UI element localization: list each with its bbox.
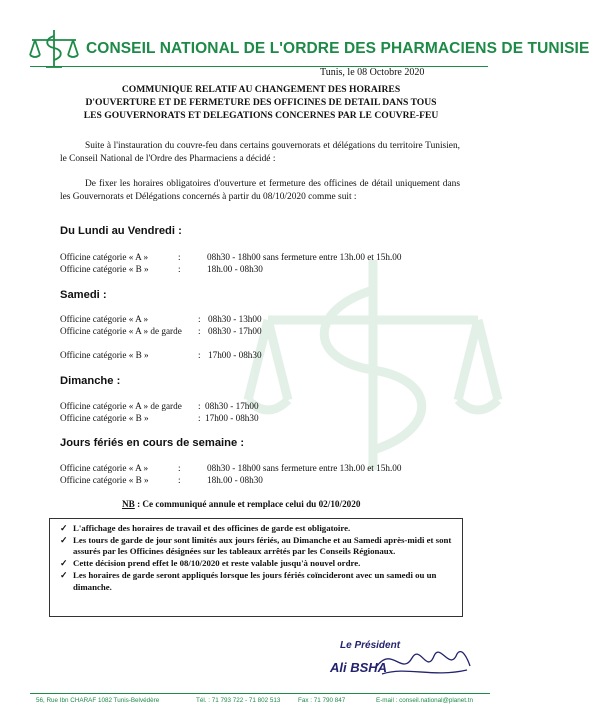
- footer-email: E-mail : conseil.national@planet.tn: [376, 697, 474, 704]
- document-date: Tunis, le 08 Octobre 2020: [320, 67, 425, 78]
- row-separator: :: [178, 252, 181, 262]
- row-separator: :: [198, 326, 201, 336]
- row-value: 17h00 - 08h30: [205, 413, 259, 423]
- intro-paragraph: Suite à l'instauration du couvre-feu dans certains gouvernorats et délégations du territoire Tunisien, le Conseil National de l'Ordre des Pharmaciens a décidé :: [60, 141, 460, 164]
- row-label: Officine catégorie « B »: [60, 350, 149, 360]
- handwritten-signature-icon: [372, 636, 472, 682]
- row-value: 08h30 - 13h00: [208, 314, 262, 324]
- row-label: Officine catégorie « A »: [60, 463, 149, 473]
- title-line: LES GOUVERNORATS ET DELEGATIONS CONCERNES PAR LE COUVRE-FEU: [83, 109, 439, 121]
- row-label: Officine catégorie « A » de garde: [60, 326, 182, 336]
- row-value: 18h.00 - 08h30: [207, 475, 263, 485]
- title-line: COMMUNIQUE RELATIF AU CHANGEMENT DES HORAIRES: [121, 84, 401, 95]
- footer-fax: Fax : 71 790 847: [298, 697, 346, 704]
- notes-list: [60, 523, 458, 593]
- footer-divider: [30, 693, 490, 694]
- note-item: [60, 558, 458, 569]
- row-label: Officine catégorie « B »: [60, 475, 149, 485]
- nb-text: : Ce communiqué annule et remplace celui du 02/10/2020: [134, 499, 361, 509]
- footer-phone: Tél. : 71 793 722 - 71 802 513: [196, 697, 281, 704]
- row-separator: :: [198, 350, 201, 360]
- row-separator: :: [198, 413, 201, 423]
- row-label: Officine catégorie « B »: [60, 413, 149, 423]
- row-value: 08h30 - 18h00 sans fermeture entre 13h.00 et 15h.00: [207, 252, 402, 262]
- note-text: Cette décision prend effet le 08/10/2020 et reste valable jusqu'à nouvel ordre.: [73, 558, 361, 569]
- president-title: Le Président: [340, 640, 401, 651]
- president-name: Ali BSHA: [330, 660, 388, 675]
- row-separator: :: [178, 475, 181, 485]
- row-value: 08h30 - 17h00: [205, 401, 259, 411]
- section-heading-sunday: Dimanche :: [60, 375, 121, 387]
- title-line: D'OUVERTURE ET DE FERMETURE DES OFFICINES DE DETAIL DANS TOUS: [85, 96, 437, 108]
- check-bullet-icon: ✓: [60, 534, 68, 545]
- note-text: Les tours de garde de jour sont limités aux jours fériés, au Dimanche et au Samedi après-midi et sont assurés par les Officines désignées sur les tableaux arrêtés par les Conseils Régionaux.: [73, 534, 452, 557]
- check-bullet-icon: ✓: [60, 523, 68, 533]
- note-text: Les horaires de garde seront appliqués lorsque les jours fériés coïncideront avec un samedi ou un dimanche.: [73, 570, 437, 592]
- check-bullet-icon: ✓: [60, 558, 68, 569]
- footer-address: 56, Rue Ibn CHARAF 1082 Tunis-Belvédère: [36, 697, 160, 704]
- row-separator: :: [178, 264, 181, 274]
- note-item: [60, 570, 458, 593]
- row-label: Officine catégorie « B »: [60, 264, 149, 274]
- section-heading-weekdays: Du Lundi au Vendredi :: [60, 225, 182, 237]
- row-value: 17h00 - 08h30: [208, 350, 262, 360]
- row-value: 08h30 - 17h00: [208, 326, 262, 336]
- row-value: 18h.00 - 08h30: [207, 264, 263, 274]
- row-label: Officine catégorie « A » de garde: [60, 401, 182, 411]
- section-heading-saturday: Samedi :: [60, 289, 107, 301]
- document-title: [52, 84, 470, 122]
- caduceus-scales-logo-icon: [28, 27, 80, 69]
- row-separator: :: [178, 463, 181, 473]
- row-label: Officine catégorie « A »: [60, 252, 149, 262]
- row-separator: :: [198, 401, 201, 411]
- organization-name: CONSEIL NATIONAL DE L'ORDRE DES PHARMACIENS DE TUNISIE: [86, 40, 589, 57]
- check-bullet-icon: ✓: [60, 570, 68, 581]
- row-label: Officine catégorie « A »: [60, 314, 149, 324]
- row-separator: :: [198, 314, 201, 324]
- decision-paragraph: De fixer les horaires obligatoires d'ouverture et fermeture des officines de détail uniquement dans les Gouvernorats et Délégations concernés à partir du 08/10/2020 comme suit :: [60, 179, 460, 202]
- nb-notice: [122, 499, 360, 509]
- nb-label: NB: [122, 499, 135, 509]
- note-text: L'affichage des horaires de travail et des officines de garde est obligatoire.: [73, 523, 351, 533]
- note-item: [60, 535, 458, 558]
- row-value: 08h30 - 18h00 sans fermeture entre 13h.00 et 15h.00: [207, 463, 402, 473]
- section-heading-holidays: Jours fériés en cours de semaine :: [60, 437, 245, 449]
- caduceus-watermark-icon: [248, 250, 498, 480]
- note-item: [60, 523, 458, 534]
